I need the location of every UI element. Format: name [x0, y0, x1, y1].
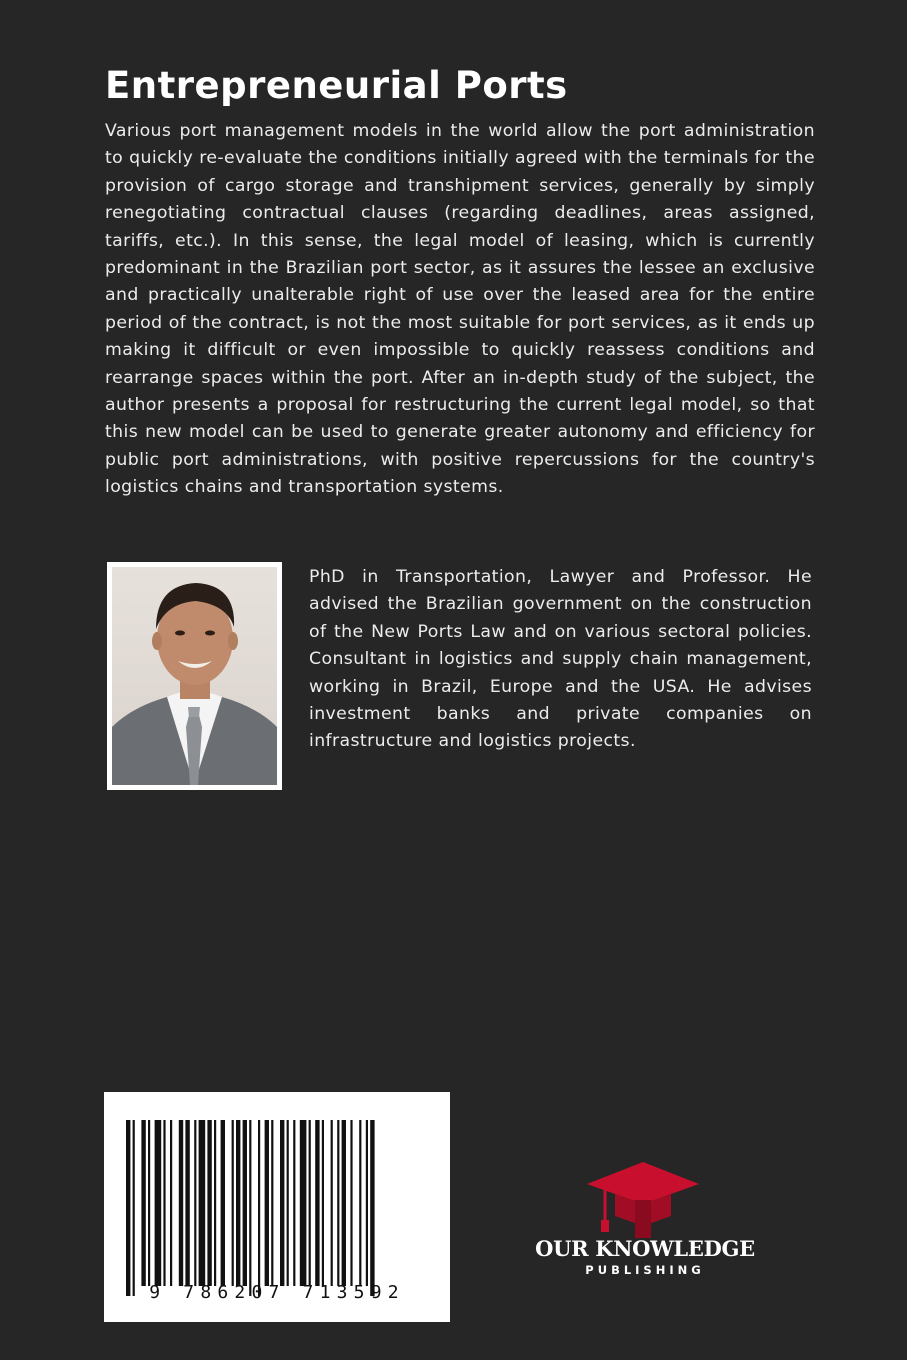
barcode-bar	[265, 1120, 269, 1286]
publisher-subtitle: PUBLISHING	[585, 1263, 705, 1277]
barcode-bar	[163, 1120, 165, 1286]
barcode-bar	[315, 1120, 319, 1286]
publisher-name: OUR KNOWLEDGE	[535, 1236, 755, 1261]
author-portrait-image	[112, 567, 277, 785]
barcode-bar	[350, 1120, 352, 1286]
barcode-bar	[331, 1120, 333, 1286]
barcode-bar	[170, 1120, 172, 1286]
barcode-bar	[126, 1120, 130, 1296]
barcode-bar	[271, 1120, 273, 1286]
barcode-bar	[133, 1120, 135, 1296]
barcode-bar	[185, 1120, 189, 1286]
barcode-bar	[232, 1120, 234, 1286]
graduation-cap-icon	[585, 1160, 705, 1240]
barcode-bar	[214, 1120, 216, 1286]
barcode-bar	[258, 1120, 260, 1296]
barcode-bar	[179, 1120, 183, 1286]
isbn-digits: 9 786207 713592	[149, 1282, 405, 1303]
barcode-bar	[249, 1120, 251, 1296]
barcode-bar	[280, 1120, 284, 1286]
barcode-bar	[141, 1120, 145, 1286]
barcode-bar	[243, 1120, 247, 1286]
barcode-bar	[300, 1120, 307, 1286]
barcode-bar	[359, 1120, 361, 1286]
book-description: Various port management models in the world allow the port administration to quickly re-evaluate the conditions initially agreed with the terminals for the provision of cargo storage and transhipment services, generally by simply renegotiating contractual clauses (regarding deadlines, areas assigned, tariffs, etc.). In this sense, the legal model of leasing, which is currently predominant in the Brazilian port sector, as it assures the lessee an exclusive and practically unalterable right of use over the leased area for the entire period of the contract, is not the most suitable for port services, as it ends up making it difficult or even impossible to quickly reassess conditions and rearrange spaces within the port. After an in-depth study of the subject, the author presents a proposal for restructuring the current legal model, so that this new model can be used to generate greater autonomy and efficiency for public port administrations, with positive repercussions for the country's logistics chains and transportation systems.	[105, 121, 815, 498]
barcode-bar	[309, 1120, 311, 1286]
isbn-barcode	[104, 1092, 450, 1322]
barcode-bar	[221, 1120, 225, 1286]
barcode-bar	[236, 1120, 240, 1286]
author-biography: PhD in Transportation, Lawyer and Professor. He advised the Brazilian government on the construction of the New Ports Law and on various sectoral policies. Consultant in logistics and supply chain management, working in Brazil, Europe and the USA. He advises investment banks and private companies on infrastructure and logistics projects.	[309, 567, 812, 752]
barcode-bar	[194, 1120, 196, 1286]
barcode-bar	[342, 1120, 346, 1286]
barcode-bar	[199, 1120, 206, 1286]
barcode-bar	[287, 1120, 289, 1286]
barcode-bar	[337, 1120, 339, 1286]
barcode-bar	[322, 1120, 324, 1286]
book-title: Entrepreneurial Ports	[105, 64, 568, 107]
publisher-logo	[530, 1150, 760, 1280]
barcode-bar	[148, 1120, 150, 1286]
barcode-bar	[370, 1120, 374, 1296]
barcode-bar	[207, 1120, 211, 1286]
author-photo	[107, 562, 282, 790]
barcode-bar	[293, 1120, 295, 1286]
barcode-bar	[366, 1120, 368, 1286]
barcode-bar	[155, 1120, 162, 1286]
